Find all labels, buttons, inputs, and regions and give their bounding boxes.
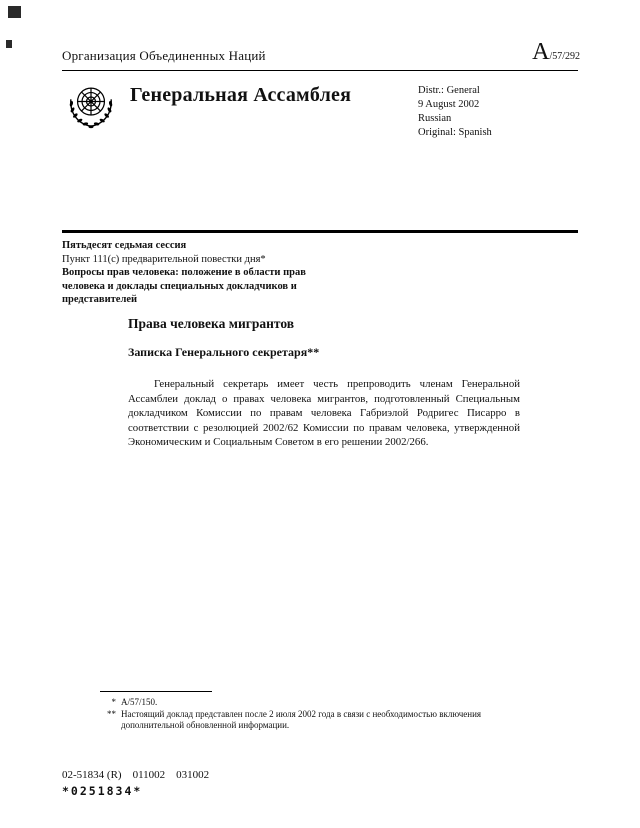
section-divider xyxy=(62,230,578,233)
un-emblem-icon xyxy=(63,77,119,135)
session-block xyxy=(62,239,312,307)
footnote-divider xyxy=(100,691,212,692)
footnote-1 xyxy=(86,697,526,709)
doc-symbol-rest: /57/292 xyxy=(549,51,580,62)
header-divider xyxy=(62,70,578,71)
org-name: Организация Объединенных Наций xyxy=(62,48,266,63)
body-paragraph: Генеральный секретарь имеет честь препроводить членам Генеральной Ассамблеи доклад о правах человека мигрантов, подготовленный Специальным докладчиком Комиссии по правам человека Габриэлой Родригес Писарро в соответствии с резолюцией 2002/62 Комиссии по правам человека, утвержденной Экономическим и Социальным Советом в его решении 2002/266. xyxy=(128,378,520,448)
footnote-2 xyxy=(86,709,526,732)
language-line: Russian xyxy=(418,113,452,124)
session-title: Пятьдесят седьмая сессия xyxy=(62,240,187,251)
footnote-1-text: A/57/150. xyxy=(121,697,158,707)
document-number-line: 02-51834 (R) 011002 031002 xyxy=(62,769,210,781)
assembly-title: Генеральная Ассамблея xyxy=(130,84,352,106)
document-subtitle: Записка Генерального секретаря** xyxy=(128,345,320,359)
distribution-info xyxy=(418,84,492,140)
scan-artifact xyxy=(8,6,21,18)
footnote-2-marker: ** xyxy=(107,708,116,719)
distr-line: Distr.: General xyxy=(418,85,480,96)
agenda-subject: Вопросы прав человека: положение в области прав человека и доклады специальных докладчиков и представителей xyxy=(62,267,306,305)
doc-symbol xyxy=(532,40,580,64)
document-title: Права человека мигрантов xyxy=(128,316,295,331)
footnote-1-marker: * xyxy=(111,697,116,707)
agenda-item: Пункт 111(c) предварительной повестки дня* xyxy=(62,253,266,265)
original-language-line: Original: Spanish xyxy=(418,127,492,138)
footnote-2-text: Настоящий доклад представлен после 2 июля 2002 года в связи с необходимостью включения дополнительной обновленной информации. xyxy=(121,708,482,730)
barcode-text: *0251834* xyxy=(62,784,143,798)
scan-artifact xyxy=(6,40,12,48)
doc-symbol-letter: A xyxy=(532,39,550,65)
footnotes xyxy=(86,697,526,732)
date-line: 9 August 2002 xyxy=(418,99,480,110)
